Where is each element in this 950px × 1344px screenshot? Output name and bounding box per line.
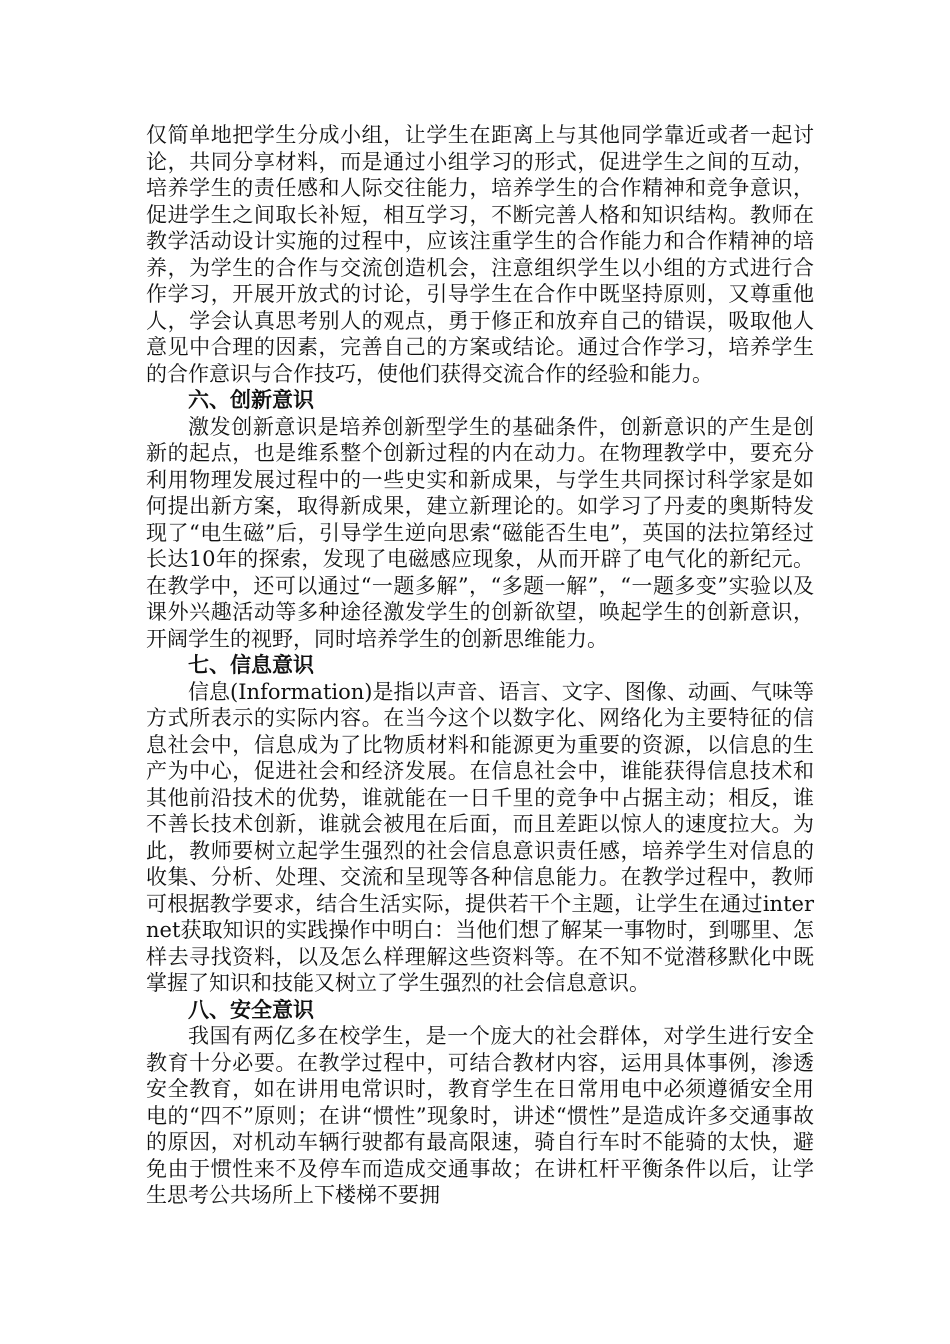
section-heading-innovation: 六、创新意识: [188, 387, 314, 412]
section-body-information: 信息(Information)是指以声音、语言、文字、图像、动画、气味等方式所表示的实际内容。在当今这个以数字化、网络化为主要特征的信息社会中，信息成为了比物质材料和能源更为重要的资源，以信息的生产为中心，促进社会和经济发展。在信息社会中，谁能获得信息技术和其他前沿技术的优势，谁就能在一日千里的竞争中占据主动；相反，谁不善长技术创新，谁就会被甩在后面，而且差距以惊人的速度拉大。为此，教师要树立起学生强烈的社会信息意识责任感，培养学生对信息的收集、分析、处理、交流和呈现等各种信息能力。在教学过程中，教师可根据教学要求，结合生活实际，提供若干个主题，让学生在通过internet获取知识的实践操作中明白：当他们想了解某一事物时，到哪里、怎样去寻找资料，以及怎么样理解这些资料等。在不知不觉潜移默化中既掌握了知识和技能又树立了学生强烈的社会信息意识。: [146, 679, 814, 995]
document-page: [146, 122, 814, 1209]
section-body-safety: 我国有两亿多在校学生，是一个庞大的社会群体，对学生进行安全教育十分必要。在教学过程中，可结合教材内容，运用具体事例，渗透安全教育，如在讲用电常识时，教育学生在日常用电中必须遵循安全用电的“四不”原则；在讲“惯性”现象时，讲述“惯性”是造成许多交通事故的原因，对机动车辆行驶都有最高限速，骑自行车时不能骑的太快，避免由于惯性来不及停车而造成交通事故；在讲杠杆平衡条件以后，让学生思考公共场所上下楼梯不要拥: [146, 1024, 814, 1207]
intro-paragraph: 仅简单地把学生分成小组，让学生在距离上与其他同学靠近或者一起讨论，共同分享材料，而是通过小组学习的形式，促进学生之间的互动，培养学生的责任感和人际交往能力，培养学生的合作精神和竞争意识，促进学生之间取长补短，相互学习，不断完善人格和知识结构。教师在教学活动设计实施的过程中，应该注重学生的合作能力和合作精神的培养，为学生的合作与交流创造机会，注意组织学生以小组的方式进行合作学习，开展开放式的讨论，引导学生在合作中既坚持原则，又尊重他人，学会认真思考别人的观点，勇于修正和放弃自己的错误，吸取他人意见中合理的因素，完善自己的方案或结论。通过合作学习，培养学生的合作意识与合作技巧，使他们获得交流合作的经验和能力。: [146, 123, 814, 386]
section-heading-information: 七、信息意识: [188, 652, 314, 677]
section-heading-safety: 八、安全意识: [188, 996, 314, 1022]
section-body-innovation: 激发创新意识是培养创新型学生的基础条件，创新意识的产生是创新的起点，也是维系整个创新过程的内在动力。在物理教学中，要充分利用物理发展过程中的一些史实和新成果，与学生共同探讨科学家是如何提出新方案，取得新成果，建立新理论的。如学习了丹麦的奥斯特发现了“电生磁”后，引导学生逆向思索“磁能否生电”，英国的法拉第经过长达10年的探索，发现了电磁感应现象，从而开辟了电气化的新纪元。在教学中，还可以通过“一题多解”，“多题一解”，“一题多变”实验以及课外兴趣活动等多种途径激发学生的创新欲望，唤起学生的创新意识，开阔学生的视野，同时培养学生的创新思维能力。: [146, 414, 814, 651]
